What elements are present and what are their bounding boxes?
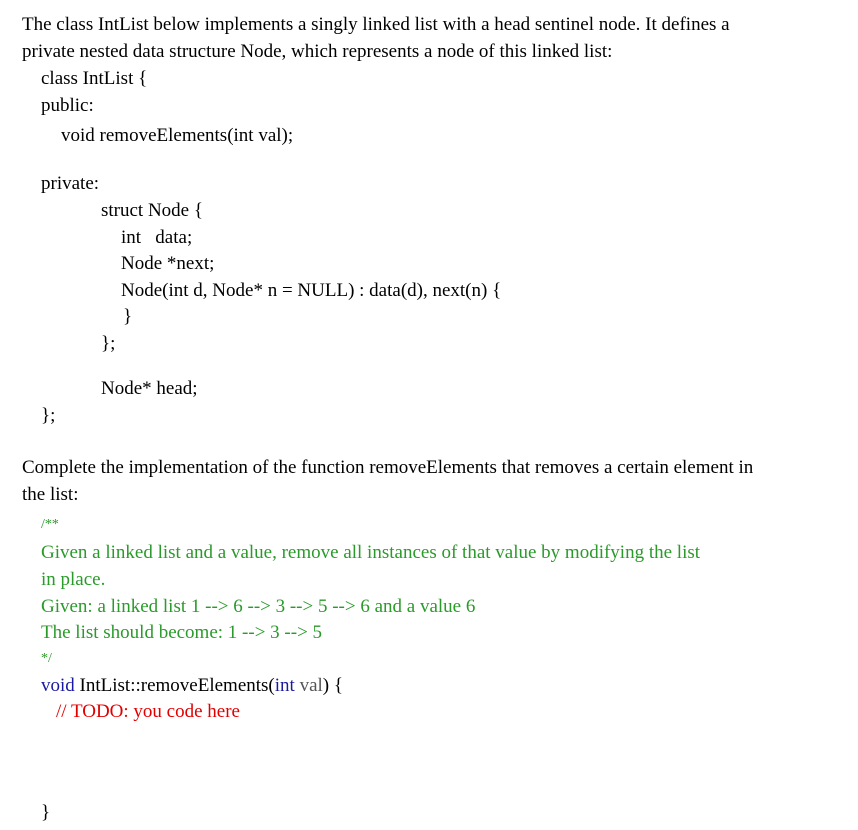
impl-close-brace: } <box>41 802 51 823</box>
comment-given: Given: a linked list 1 --> 6 --> 3 --> 5 --> 6 and a value 6 <box>41 596 476 617</box>
impl-param: val <box>294 675 323 696</box>
code-class-close: }; <box>41 405 56 426</box>
comment-desc-line-2: in place. <box>41 569 106 590</box>
task-line-1: Complete the implementation of the function removeElements that removes a certain element in <box>22 457 754 478</box>
code-ctor-close: } <box>123 306 133 327</box>
code-struct-decl: struct Node { <box>101 200 203 221</box>
code-field-data: int data; <box>121 227 193 248</box>
intro-line-2: private nested data structure Node, which represents a node of this linked list: <box>22 41 613 62</box>
code-head: Node* head; <box>101 378 198 399</box>
comment-desc-line-1: Given a linked list and a value, remove all instances of that value by modifying the list <box>41 542 701 563</box>
impl-todo-comment: // TODO: you code here <box>56 701 240 722</box>
code-class-decl: class IntList { <box>41 68 148 89</box>
code-struct-close: }; <box>101 333 116 354</box>
impl-function-name: IntList::removeElements( <box>74 675 275 696</box>
task-line-2: the list: <box>22 484 79 505</box>
comment-close: */ <box>41 651 52 666</box>
impl-open-brace: ) { <box>322 675 343 696</box>
impl-int-keyword: int <box>274 675 295 696</box>
comment-open: /** <box>41 517 59 532</box>
comment-result: The list should become: 1 --> 3 --> 5 <box>41 622 323 643</box>
impl-signature <box>41 675 343 697</box>
intro-line-1: The class IntList below implements a singly linked list with a head sentinel node. It defines a <box>22 14 730 35</box>
code-ctor: Node(int d, Node* n = NULL) : data(d), next(n) { <box>121 280 502 301</box>
code-private: private: <box>41 173 100 194</box>
code-field-next: Node *next; <box>121 253 215 274</box>
code-remove-decl: void removeElements(int val); <box>61 125 294 146</box>
code-public: public: <box>41 95 94 116</box>
impl-void-keyword: void <box>41 675 75 696</box>
